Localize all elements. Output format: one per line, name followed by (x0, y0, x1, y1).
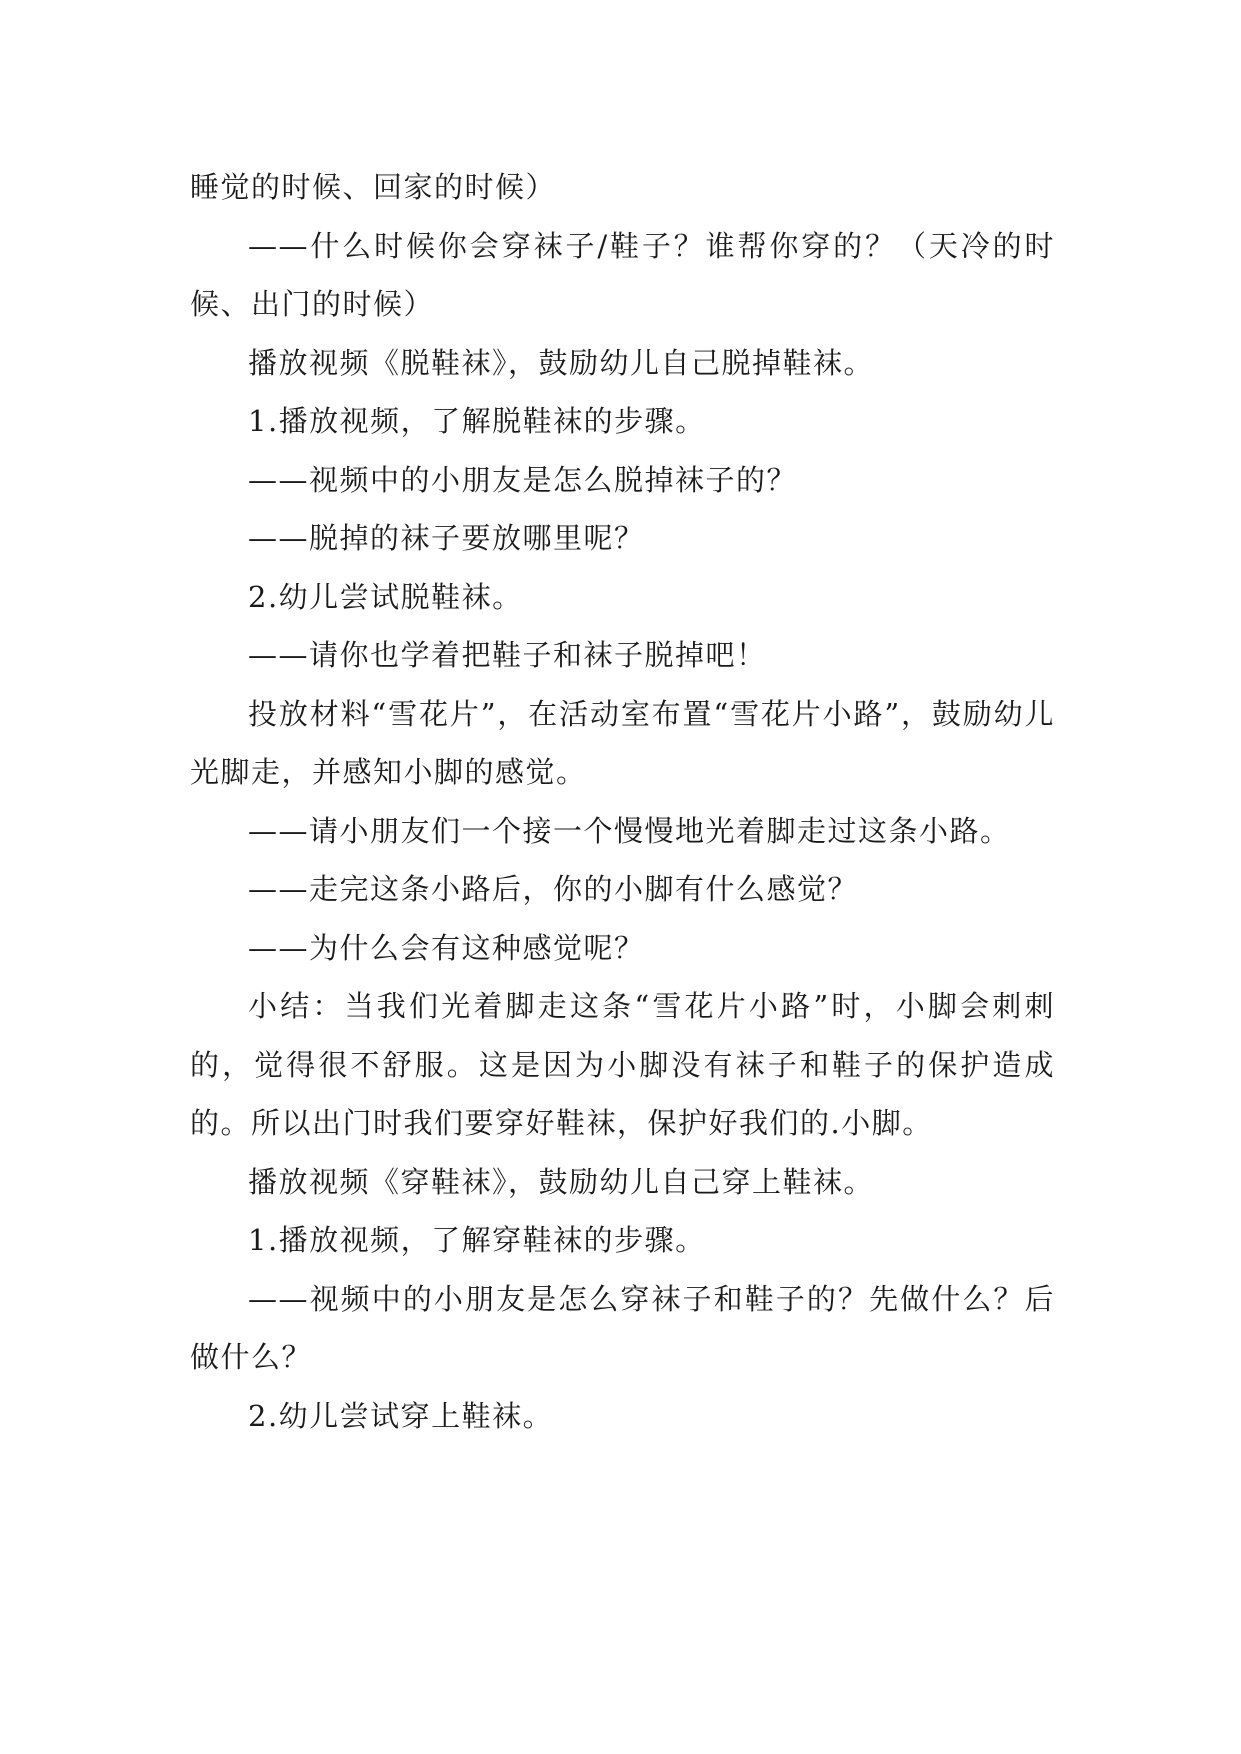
paragraph: 播放视频《脱鞋袜》，鼓励幼儿自己脱掉鞋袜。 (248, 345, 875, 380)
document-body (190, 158, 1055, 1445)
paragraph: ——请你也学着把鞋子和袜子脱掉吧！ (248, 638, 767, 672)
paragraph: 2.幼儿尝试脱鞋袜。 (248, 579, 523, 614)
paragraph: ——脱掉的袜子要放哪里呢？ (248, 521, 645, 555)
paragraph: 2.幼儿尝试穿上鞋袜。 (248, 1398, 554, 1433)
paragraph: ——请小朋友们一个接一个慢慢地光着脚走过这条小路。 (248, 813, 1011, 848)
paragraph: 1.播放视频，了解穿鞋袜的步骤。 (248, 1223, 706, 1257)
paragraph: ——为什么会有这种感觉呢？ (248, 930, 645, 965)
paragraph: 睡觉的时候、回家的时候） (190, 170, 557, 204)
paragraph: 小结：当我们光着脚走这条“雪花片小路”时，小脚会刺刺的，觉得很不舒服。这是因为小脚没有袜子和鞋子的保护造成的。所以出门时我们要穿好鞋袜，保护好我们的.小脚。 (190, 989, 1055, 1140)
paragraph: 1.播放视频，了解脱鞋袜的步骤。 (248, 404, 706, 438)
paragraph: 投放材料“雪花片”，在活动室布置“雪花片小路”，鼓励幼儿光脚走，并感知小脚的感觉。 (190, 696, 1055, 789)
paragraph: ——走完这条小路后，你的小脚有什么感觉？ (248, 872, 859, 906)
paragraph: ——视频中的小朋友是怎么穿袜子和鞋子的？先做什么？后做什么？ (190, 1281, 1055, 1374)
paragraph: ——什么时候你会穿袜子/鞋子？谁帮你穿的？（天冷的时候、出门的时候） (190, 228, 1055, 321)
paragraph: ——视频中的小朋友是怎么脱掉袜子的？ (248, 462, 798, 497)
paragraph: 播放视频《穿鞋袜》，鼓励幼儿自己穿上鞋袜。 (248, 1164, 875, 1199)
